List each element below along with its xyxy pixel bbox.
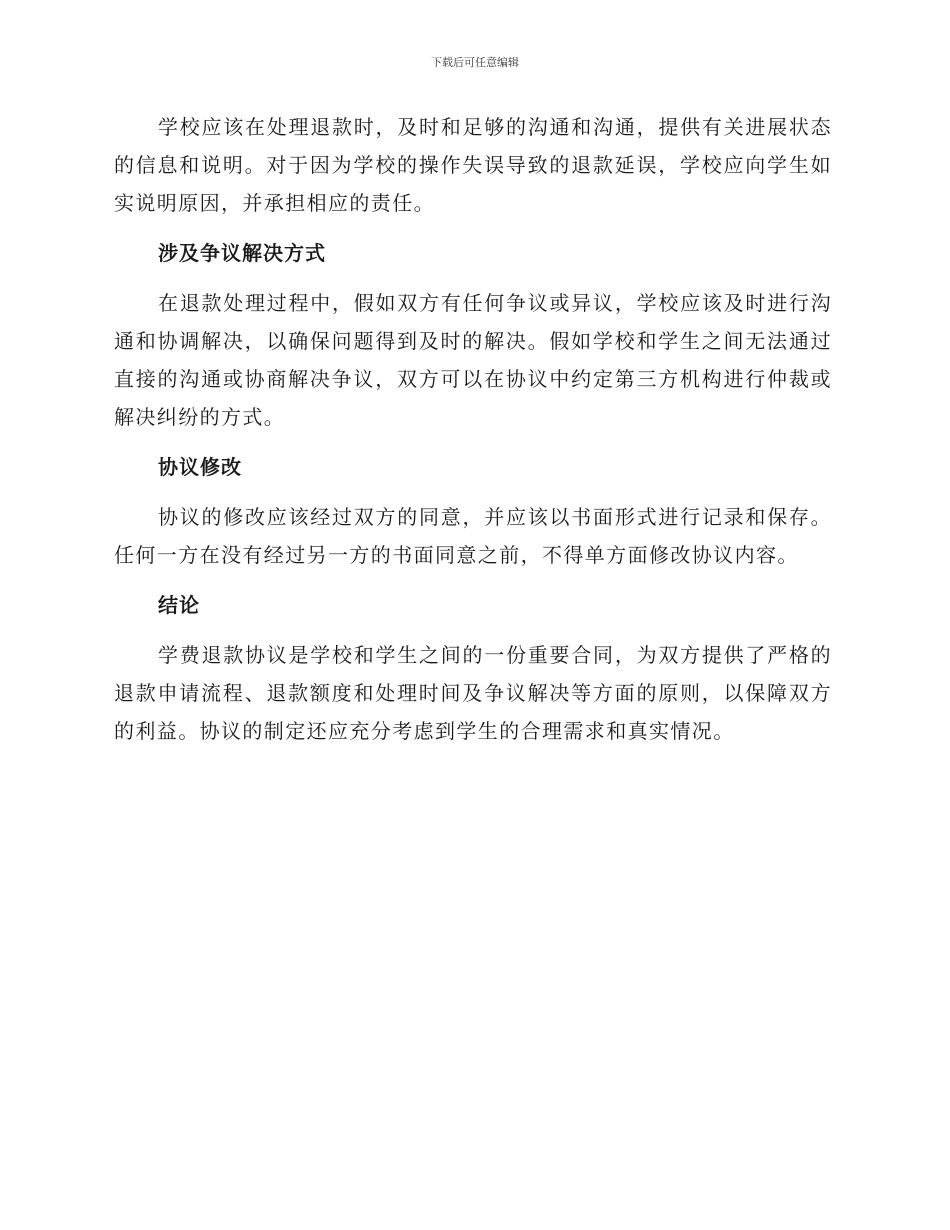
amendment-paragraph: 协议的修改应该经过双方的同意，并应该以书面形式进行记录和保存。任何一方在没有经过另一方的书面同意之前，不得单方面修改协议内容。 (114, 505, 832, 567)
amendment-heading: 协议修改 (158, 455, 242, 479)
conclusion-heading: 结论 (158, 593, 200, 617)
conclusion-paragraph: 学费退款协议是学校和学生之间的一份重要合同，为双方提供了严格的退款申请流程、退款额度和处理时间及争议解决等方面的原则，以保障双方的利益。协议的制定还应充分考虑到学生的合理需求和真实情况。 (114, 643, 832, 743)
dispute-heading: 涉及争议解决方式 (158, 241, 326, 265)
dispute-paragraph: 在退款处理过程中，假如双方有任何争议或异议，学校应该及时进行沟通和协调解决，以确保问题得到及时的解决。假如学校和学生之间无法通过直接的沟通或协商解决争议，双方可以在协议中约定第三方机构进行仲裁或解决纠纷的方式。 (114, 291, 832, 429)
intro-paragraph: 学校应该在处理退款时，及时和足够的沟通和沟通，提供有关进展状态的信息和说明。对于因为学校的操作失误导致的退款延误，学校应向学生如实说明原因，并承担相应的责任。 (114, 115, 832, 215)
page-header: 下载后可任意编辑 (431, 56, 519, 69)
document-body (114, 108, 832, 750)
